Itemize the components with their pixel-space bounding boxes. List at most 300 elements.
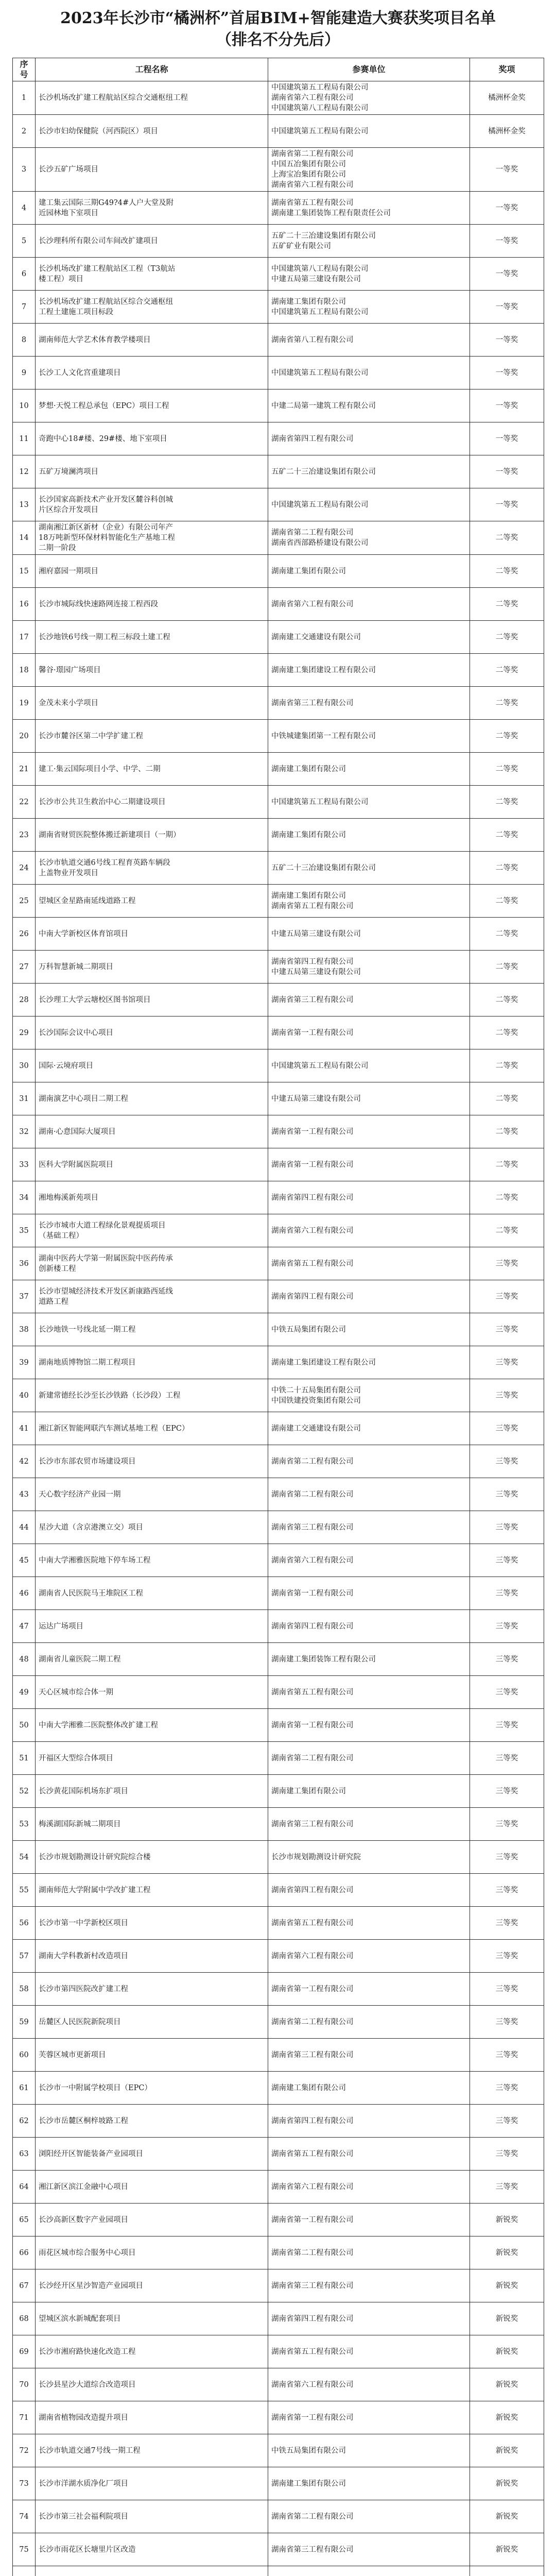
project-name-cell bbox=[36, 115, 268, 148]
participating-unit-line: 中国建筑第五工程局有限公司 bbox=[271, 83, 369, 92]
project-name-line: 上盖物业开发项目 bbox=[39, 869, 98, 877]
table-row bbox=[13, 885, 544, 918]
participating-unit-cell bbox=[268, 1907, 470, 1940]
table-row bbox=[13, 852, 544, 885]
project-name-line: 金茂未来小学项目 bbox=[39, 699, 98, 707]
participating-unit-line: 湖南省第三工程有限公司 bbox=[271, 2545, 354, 2554]
table-row bbox=[13, 1280, 544, 1313]
row-number: 3 bbox=[13, 148, 36, 192]
project-name-line: 长沙市妇幼保健院（河西院区）项目 bbox=[39, 127, 158, 135]
award-cell: 三等奖 bbox=[470, 2039, 544, 2072]
project-name-cell bbox=[36, 555, 268, 588]
participating-unit-cell bbox=[268, 621, 470, 654]
project-name-cell bbox=[36, 1808, 268, 1841]
project-name-line: 长沙市洋湖水质净化厂项目 bbox=[39, 2479, 128, 2488]
participating-unit-cell bbox=[268, 1016, 470, 1049]
table-row bbox=[13, 1412, 544, 1445]
project-name-cell bbox=[36, 1181, 268, 1214]
row-number: 7 bbox=[13, 291, 36, 324]
table-row bbox=[13, 192, 544, 225]
row-number: 23 bbox=[13, 819, 36, 852]
row-number: 63 bbox=[13, 2138, 36, 2171]
row-number: 48 bbox=[13, 1643, 36, 1676]
project-name-line: 长沙市第三社会福利院项目 bbox=[39, 2512, 128, 2521]
project-name-line: 湘江新区滨江金融中心项目 bbox=[39, 2182, 128, 2191]
participating-unit-line: 中建二局第一建筑工程有限公司 bbox=[271, 401, 376, 410]
project-name-cell bbox=[36, 2467, 268, 2500]
project-name-line: 长沙机场改扩建工程航站区综合交通枢纽工程 bbox=[39, 94, 188, 102]
table-row bbox=[13, 389, 544, 422]
project-name-cell bbox=[36, 1709, 268, 1742]
award-cell: 二等奖 bbox=[470, 1082, 544, 1115]
participating-unit-cell bbox=[268, 1313, 470, 1346]
participating-unit-line: 湖南省第四工程有限公司 bbox=[271, 1622, 354, 1631]
row-number: 61 bbox=[13, 2072, 36, 2105]
participating-unit-cell bbox=[268, 2434, 470, 2467]
participating-unit-line: 上海宝冶集团有限公司 bbox=[271, 171, 346, 179]
row-number: 28 bbox=[13, 984, 36, 1016]
award-cell: 一等奖 bbox=[470, 258, 544, 291]
table-row bbox=[13, 2566, 544, 2576]
table-row bbox=[13, 2434, 544, 2467]
project-name-cell bbox=[36, 1544, 268, 1577]
project-name-cell bbox=[36, 291, 268, 324]
row-number: 70 bbox=[13, 2368, 36, 2401]
table-row bbox=[13, 654, 544, 687]
project-name-line: 近园林地下室项目 bbox=[39, 209, 98, 217]
project-name-line: 湖南师范大学艺术体育教学楼项目 bbox=[39, 335, 151, 344]
table-header-row bbox=[13, 58, 544, 81]
participating-unit-cell bbox=[268, 258, 470, 291]
row-number: 10 bbox=[13, 389, 36, 422]
participating-unit-cell bbox=[268, 2500, 470, 2533]
award-cell: 三等奖 bbox=[470, 1907, 544, 1940]
participating-unit-cell bbox=[268, 1973, 470, 2006]
participating-unit-cell bbox=[268, 389, 470, 422]
award-cell: 三等奖 bbox=[470, 1610, 544, 1643]
row-number: 31 bbox=[13, 1082, 36, 1115]
project-name-line: 中南大学新校区体育馆项目 bbox=[39, 929, 128, 938]
project-name-line: 长沙市轨道交通6号线工程育英路车辆段 bbox=[39, 858, 170, 867]
project-name-line: 18万吨新型环保材料智能化生产基地工程 bbox=[39, 534, 175, 542]
participating-unit-line: 湖南省第四工程有限公司 bbox=[271, 1886, 354, 1894]
table-row bbox=[13, 2204, 544, 2236]
project-name-cell bbox=[36, 1016, 268, 1049]
participating-unit-line: 湖南省第三工程有限公司 bbox=[271, 699, 354, 707]
row-number: 47 bbox=[13, 1610, 36, 1643]
award-cell: 三等奖 bbox=[470, 1247, 544, 1280]
project-name-line: 道路工程 bbox=[39, 1297, 68, 1306]
participating-unit-line: 湖南建工集团建设工程有限公司 bbox=[271, 1358, 376, 1367]
award-cell: 二等奖 bbox=[470, 852, 544, 885]
row-number: 59 bbox=[13, 2006, 36, 2039]
table-row bbox=[13, 918, 544, 951]
row-number: 5 bbox=[13, 225, 36, 258]
participating-unit-line: 湖南省第三工程有限公司 bbox=[271, 1523, 354, 1532]
row-number: 26 bbox=[13, 918, 36, 951]
participating-unit-cell bbox=[268, 1115, 470, 1148]
row-number: 22 bbox=[13, 786, 36, 819]
award-cell: 三等奖 bbox=[470, 1709, 544, 1742]
participating-unit-line: 湖南省第四工程有限公司 bbox=[271, 434, 354, 443]
award-cell: 二等奖 bbox=[470, 819, 544, 852]
project-name-cell bbox=[36, 2401, 268, 2434]
participating-unit-cell bbox=[268, 2204, 470, 2236]
project-name-line: 湘江新区智能网联汽车测试基地工程（EPC） bbox=[39, 1424, 189, 1433]
row-number: 27 bbox=[13, 951, 36, 984]
award-cell: 二等奖 bbox=[470, 1148, 544, 1181]
award-cell: 一等奖 bbox=[470, 324, 544, 357]
project-name-cell bbox=[36, 1247, 268, 1280]
row-number: 6 bbox=[13, 258, 36, 291]
award-cell: 二等奖 bbox=[470, 951, 544, 984]
project-name-line: 长沙市轨道交通7号线一期工程 bbox=[39, 2446, 141, 2455]
table-row bbox=[13, 1544, 544, 1577]
award-cell: 新锐奖 bbox=[470, 2434, 544, 2467]
table-row bbox=[13, 786, 544, 819]
project-name-line: 浏阳经开区智能装备产业园项目 bbox=[39, 2149, 143, 2158]
table-row bbox=[13, 1709, 544, 1742]
award-cell: 二等奖 bbox=[470, 1214, 544, 1247]
table-row bbox=[13, 1907, 544, 1940]
award-cell: 二等奖 bbox=[470, 521, 544, 555]
project-name-line: 长沙市城市大道工程绿化景观提质项目 bbox=[39, 1221, 166, 1230]
participating-unit-line: 湖南建工集团有限公司 bbox=[271, 567, 346, 575]
award-cell: 三等奖 bbox=[470, 1478, 544, 1511]
project-name-line: 新建常德经长沙至长沙铁路（长沙段）工程 bbox=[39, 1391, 181, 1400]
table-row bbox=[13, 621, 544, 654]
participating-unit-cell bbox=[268, 687, 470, 720]
participating-unit-line: 湖南省第二工程有限公司 bbox=[271, 2248, 354, 2257]
participating-unit-line: 湖南省第五工程有限公司 bbox=[271, 902, 354, 910]
award-cell: 一等奖 bbox=[470, 422, 544, 455]
participating-unit-line: 湖南省西部路桥建设有限公司 bbox=[271, 539, 369, 547]
award-cell: 二等奖 bbox=[470, 1115, 544, 1148]
project-name-cell bbox=[36, 148, 268, 192]
project-name-cell bbox=[36, 2500, 268, 2533]
participating-unit-cell bbox=[268, 1445, 470, 1478]
row-number: 57 bbox=[13, 1940, 36, 1973]
table-row bbox=[13, 1808, 544, 1841]
project-name-line: 湘地梅溪新苑项目 bbox=[39, 1193, 98, 1202]
participating-unit-cell bbox=[268, 2039, 470, 2072]
project-name-cell bbox=[36, 1874, 268, 1907]
row-number: 36 bbox=[13, 1247, 36, 1280]
participating-unit-line: 湖南省第四工程有限公司 bbox=[271, 1193, 354, 1202]
participating-unit-cell bbox=[268, 2401, 470, 2434]
table-row bbox=[13, 1313, 544, 1346]
project-name-cell bbox=[36, 1907, 268, 1940]
award-cell: 三等奖 bbox=[470, 1841, 544, 1874]
participating-unit-line: 中铁五局集团有限公司 bbox=[271, 1325, 346, 1334]
participating-unit-cell bbox=[268, 588, 470, 621]
project-name-cell bbox=[36, 422, 268, 455]
project-name-cell bbox=[36, 2138, 268, 2171]
award-cell: 三等奖 bbox=[470, 2171, 544, 2204]
table-row bbox=[13, 1511, 544, 1544]
row-number: 14 bbox=[13, 521, 36, 555]
project-name-line: 长沙黄花国际机场东扩项目 bbox=[39, 1787, 128, 1795]
participating-unit-line: 湖南省第六工程有限公司 bbox=[271, 181, 354, 189]
participating-unit-line: 五矿矿业有限公司 bbox=[271, 242, 331, 250]
project-name-cell bbox=[36, 1280, 268, 1313]
award-cell: 三等奖 bbox=[470, 1313, 544, 1346]
project-name-line: 长沙五矿广场项目 bbox=[39, 165, 98, 174]
award-cell: 二等奖 bbox=[470, 654, 544, 687]
project-name-cell bbox=[36, 1742, 268, 1775]
award-cell: 新锐奖 bbox=[470, 2368, 544, 2401]
participating-unit-cell bbox=[268, 1148, 470, 1181]
award-cell: 二等奖 bbox=[470, 984, 544, 1016]
project-name-cell bbox=[36, 2236, 268, 2269]
participating-unit-line: 湖南省第二工程有限公司 bbox=[271, 2018, 354, 2026]
participating-unit-cell bbox=[268, 1808, 470, 1841]
award-table bbox=[12, 58, 544, 2576]
table-row bbox=[13, 1940, 544, 1973]
award-cell: 二等奖 bbox=[470, 687, 544, 720]
participating-unit-cell bbox=[268, 918, 470, 951]
table-row bbox=[13, 1379, 544, 1412]
participating-unit-line: 湖南建工集团有限公司 bbox=[271, 891, 346, 900]
project-name-cell bbox=[36, 687, 268, 720]
participating-unit-cell bbox=[268, 852, 470, 885]
row-number: 62 bbox=[13, 2105, 36, 2138]
row-number: 54 bbox=[13, 1841, 36, 1874]
participating-unit-cell bbox=[268, 2467, 470, 2500]
row-number: 15 bbox=[13, 555, 36, 588]
participating-unit-cell bbox=[268, 819, 470, 852]
table-row bbox=[13, 2401, 544, 2434]
participating-unit-cell bbox=[268, 115, 470, 148]
row-number: 51 bbox=[13, 1742, 36, 1775]
row-number: 64 bbox=[13, 2171, 36, 2204]
participating-unit-line: 湖南省第二工程有限公司 bbox=[271, 2512, 354, 2521]
participating-unit-cell bbox=[268, 225, 470, 258]
participating-unit-cell bbox=[268, 1247, 470, 1280]
award-cell: 二等奖 bbox=[470, 588, 544, 621]
participating-unit-line: 湖南建工集团装饰工程有限责任公司 bbox=[271, 209, 391, 217]
participating-unit-cell bbox=[268, 2302, 470, 2335]
project-name-cell bbox=[36, 2171, 268, 2204]
participating-unit-line: 中铁城建集团第一工程有限公司 bbox=[271, 732, 376, 740]
project-name-line: 片区综合开发项目 bbox=[39, 505, 98, 514]
project-name-line: 长沙国家高新技术产业开发区麓谷科创城 bbox=[39, 495, 173, 504]
table-row bbox=[13, 81, 544, 115]
project-name-cell bbox=[36, 654, 268, 687]
header-no: 序号 bbox=[13, 58, 36, 81]
table-row bbox=[13, 2533, 544, 2566]
project-name-line: 长沙地铁一号线北延一期工程 bbox=[39, 1325, 136, 1334]
project-name-cell bbox=[36, 1610, 268, 1643]
project-name-cell bbox=[36, 720, 268, 753]
award-cell: 一等奖 bbox=[470, 192, 544, 225]
participating-unit-cell bbox=[268, 1214, 470, 1247]
award-cell: 三等奖 bbox=[470, 1973, 544, 2006]
header-award: 奖项 bbox=[470, 58, 544, 81]
project-name-line: 长沙机场改扩建工程航站区综合交通枢纽 bbox=[39, 297, 173, 306]
participating-unit-line: 中铁五局集团有限公司 bbox=[271, 2446, 346, 2455]
table-row bbox=[13, 2105, 544, 2138]
project-name-line: 创新楼工程 bbox=[39, 1264, 76, 1273]
project-name-cell bbox=[36, 1841, 268, 1874]
participating-unit-cell bbox=[268, 422, 470, 455]
participating-unit-line: 中建五局第三建设有限公司 bbox=[271, 275, 361, 283]
row-number: 71 bbox=[13, 2401, 36, 2434]
participating-unit-cell bbox=[268, 1577, 470, 1610]
row-number: 12 bbox=[13, 455, 36, 488]
participating-unit-line: 湖南省第六工程有限公司 bbox=[271, 1226, 354, 1235]
row-number: 13 bbox=[13, 488, 36, 521]
project-name-line: 开福区大型综合体项目 bbox=[39, 1754, 113, 1762]
project-name-cell bbox=[36, 2368, 268, 2401]
project-name-line: 望城区金星路南延线道路工程 bbox=[39, 896, 136, 905]
participating-unit-cell bbox=[268, 1643, 470, 1676]
participating-unit-line: 长沙市规划勘测设计研究院 bbox=[271, 1853, 361, 1861]
table-row bbox=[13, 1610, 544, 1643]
project-name-cell bbox=[36, 753, 268, 786]
participating-unit-line: 湖南建工集团有限公司 bbox=[271, 1787, 346, 1795]
project-name-line: 长沙市湘府路快速化改造工程 bbox=[39, 2347, 136, 2356]
table-row bbox=[13, 2171, 544, 2204]
project-name-cell bbox=[36, 951, 268, 984]
row-number: 33 bbox=[13, 1148, 36, 1181]
participating-unit-line: 湖南建工集团有限公司 bbox=[271, 2083, 346, 2092]
project-name-cell bbox=[36, 2039, 268, 2072]
award-cell: 二等奖 bbox=[470, 885, 544, 918]
project-name-line: 长沙市城际线快速路网连接工程西段 bbox=[39, 600, 158, 608]
project-name-cell bbox=[36, 918, 268, 951]
award-cell: 橘洲杯金奖 bbox=[470, 81, 544, 115]
award-cell: 新锐奖 bbox=[470, 2500, 544, 2533]
award-cell: 二等奖 bbox=[470, 1016, 544, 1049]
table-row bbox=[13, 1445, 544, 1478]
table-row bbox=[13, 2138, 544, 2171]
table-row bbox=[13, 357, 544, 389]
participating-unit-cell bbox=[268, 951, 470, 984]
row-number: 45 bbox=[13, 1544, 36, 1577]
participating-unit-line: 湖南省第五工程有限公司 bbox=[271, 1919, 354, 1927]
participating-unit-cell bbox=[268, 521, 470, 555]
participating-unit-line: 湖南建工集团有限公司 bbox=[271, 765, 346, 773]
project-name-cell bbox=[36, 1379, 268, 1412]
project-name-cell bbox=[36, 258, 268, 291]
row-number: 18 bbox=[13, 654, 36, 687]
project-name-cell bbox=[36, 2006, 268, 2039]
table-row bbox=[13, 1742, 544, 1775]
table-row bbox=[13, 1181, 544, 1214]
participating-unit-cell bbox=[268, 1544, 470, 1577]
project-name-line: 长沙经开区星沙智造产业园项目 bbox=[39, 2281, 143, 2290]
participating-unit-line: 中建五局第三建设有限公司 bbox=[271, 929, 361, 938]
row-number: 50 bbox=[13, 1709, 36, 1742]
header-project-name: 工程名称 bbox=[36, 58, 268, 81]
participating-unit-line: 湖南省第六工程有限公司 bbox=[271, 2380, 354, 2389]
project-name-line: 楼工程）项目 bbox=[39, 275, 83, 283]
participating-unit-line: 湖南建工集团装饰工程有限公司 bbox=[271, 1655, 376, 1664]
row-number: 21 bbox=[13, 753, 36, 786]
award-cell: 新锐奖 bbox=[470, 2467, 544, 2500]
award-cell: 三等奖 bbox=[470, 2105, 544, 2138]
participating-unit-cell bbox=[268, 885, 470, 918]
project-name-cell bbox=[36, 2566, 268, 2576]
table-row bbox=[13, 1049, 544, 1082]
page-subtitle: （排名不分先后） bbox=[216, 31, 340, 49]
table-row bbox=[13, 588, 544, 621]
participating-unit-cell bbox=[268, 1082, 470, 1115]
award-cell: 三等奖 bbox=[470, 1775, 544, 1808]
award-cell: 一等奖 bbox=[470, 389, 544, 422]
participating-unit-line: 中国铁建投资集团有限公司 bbox=[271, 1396, 361, 1405]
row-number: 35 bbox=[13, 1214, 36, 1247]
award-cell: 二等奖 bbox=[470, 918, 544, 951]
project-name-cell bbox=[36, 2434, 268, 2467]
project-name-line: 运达广场项目 bbox=[39, 1622, 83, 1631]
project-name-line: 长沙市岳麓区桐梓坡路工程 bbox=[39, 2116, 128, 2125]
participating-unit-line: 湖南省第四工程有限公司 bbox=[271, 2314, 354, 2323]
participating-unit-cell bbox=[268, 654, 470, 687]
participating-unit-line: 湖南省第五工程有限公司 bbox=[271, 1688, 354, 1697]
award-cell: 新锐奖 bbox=[470, 2204, 544, 2236]
table-row bbox=[13, 1478, 544, 1511]
project-name-cell bbox=[36, 389, 268, 422]
participating-unit-line: 湖南省第二工程有限公司 bbox=[271, 1457, 354, 1466]
participating-unit-cell bbox=[268, 148, 470, 192]
table-row bbox=[13, 115, 544, 148]
participating-unit-line: 湖南建工集团有限公司 bbox=[271, 2479, 346, 2488]
table-row bbox=[13, 521, 544, 555]
row-number: 56 bbox=[13, 1907, 36, 1940]
table-row bbox=[13, 2500, 544, 2533]
table-row bbox=[13, 1082, 544, 1115]
row-number: 66 bbox=[13, 2236, 36, 2269]
award-cell: 新锐奖 bbox=[470, 2302, 544, 2335]
project-name-cell bbox=[36, 852, 268, 885]
project-name-cell bbox=[36, 2105, 268, 2138]
row-number: 19 bbox=[13, 687, 36, 720]
project-name-cell bbox=[36, 1445, 268, 1478]
project-name-line: 岳麓区人民医院新院项目 bbox=[39, 2018, 121, 2026]
participating-unit-cell bbox=[268, 2368, 470, 2401]
participating-unit-line: 中建五局第三建设有限公司 bbox=[271, 1094, 361, 1103]
participating-unit-cell bbox=[268, 357, 470, 389]
participating-unit-line: 湖南省第五工程有限公司 bbox=[271, 198, 354, 207]
participating-unit-line: 中铁二十五局集团有限公司 bbox=[271, 1386, 361, 1395]
project-name-line: 湖南·心意国际大厦项目 bbox=[39, 1127, 116, 1136]
project-name-line: 长沙市雨花区长塘里片区改造 bbox=[39, 2545, 136, 2554]
table-row bbox=[13, 984, 544, 1016]
project-name-cell bbox=[36, 588, 268, 621]
table-row bbox=[13, 2269, 544, 2302]
participating-unit-cell bbox=[268, 555, 470, 588]
participating-unit-cell bbox=[268, 1511, 470, 1544]
project-name-cell bbox=[36, 1511, 268, 1544]
row-number: 39 bbox=[13, 1346, 36, 1379]
table-row bbox=[13, 422, 544, 455]
project-name-line: 湖南湘江新区新材（企业）有限公司年产 bbox=[39, 523, 173, 532]
row-number: 55 bbox=[13, 1874, 36, 1907]
project-name-line: 雨花区城市综合服务中心项目 bbox=[39, 2248, 136, 2257]
row-number: 1 bbox=[13, 81, 36, 115]
project-name-line: 芙蓉区城市更新项目 bbox=[39, 2050, 106, 2059]
project-name-cell bbox=[36, 1115, 268, 1148]
row-number: 8 bbox=[13, 324, 36, 357]
table-row bbox=[13, 1973, 544, 2006]
award-cell: 新锐奖 bbox=[470, 2236, 544, 2269]
table-row bbox=[13, 2335, 544, 2368]
participating-unit-line: 湖南省第三工程有限公司 bbox=[271, 1820, 354, 1828]
participating-unit-cell bbox=[268, 2269, 470, 2302]
project-name-cell bbox=[36, 819, 268, 852]
